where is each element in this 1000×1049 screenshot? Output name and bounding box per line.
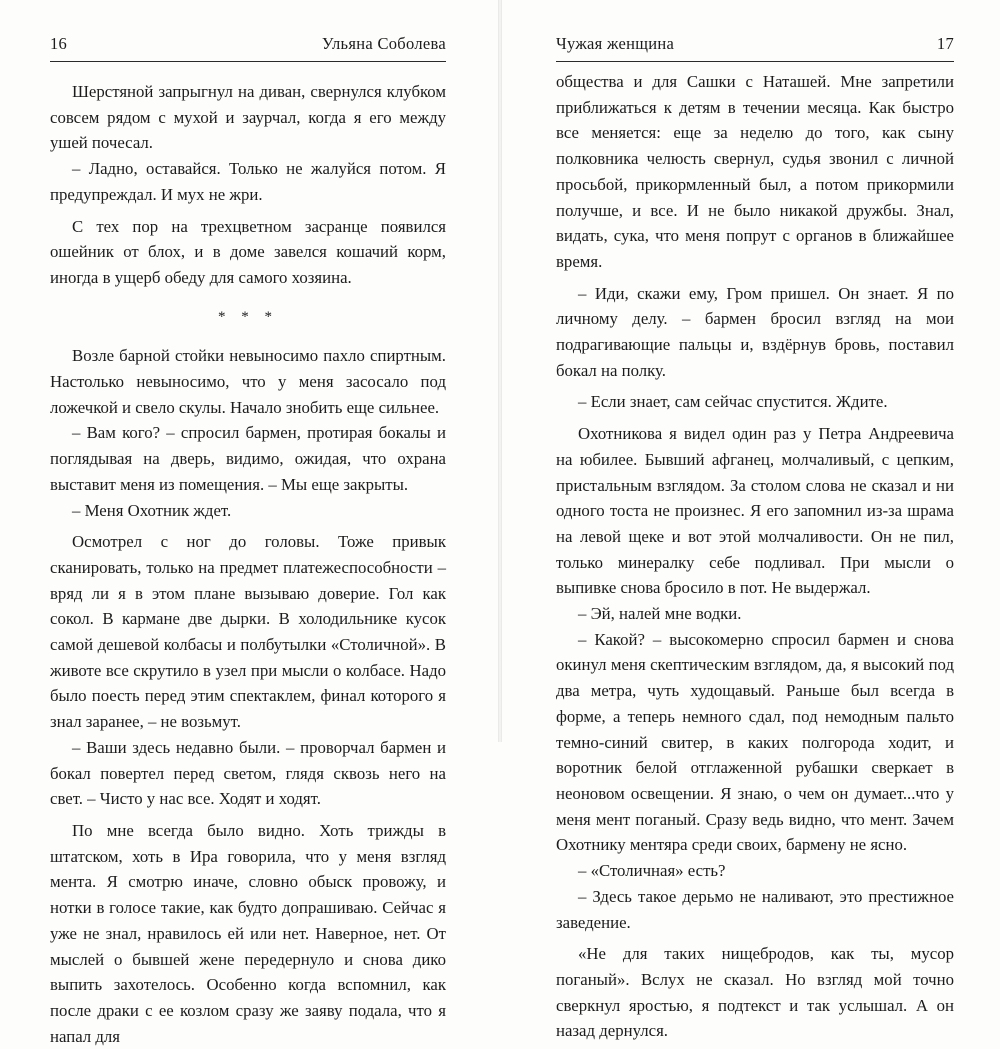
- paragraph: Осмотрел с ног до головы. Тоже привык сканировать, только на предмет платежеспособности – вряд ли я в этом плане вызываю доверие. Гол как сокол. В кармане две дырки. В холодильнике кусок самой дешевой колбасы и полбутылки «Столичной». В животе все скрутило в узел при мысли о колбасе. Надо было поесть перед этим спектаклем, финал которого я знал заранее, – не возьмут.: [50, 532, 446, 732]
- page-number: 16: [50, 34, 68, 53]
- paragraph: общества и для Сашки с Наташей. Мне запретили приближаться к детям в течении месяца. Как быстро все меняется: еще за неделю до того, как сыну полковника челюсть свернул, судья звонил с личной просьбой, прикормленный был, а потом прикормили получше, и все. И не было никакой дружбы. Знал, видать, сука, что меня попрут с органов в ближайшее время.: [556, 72, 954, 271]
- paragraph: Возле барной стойки невыносимо пахло спиртным. Настолько невыносимо, что у меня засосало под ложечкой и свело скулы. Начало знобить еще сильнее.: [50, 346, 446, 417]
- paragraph: Охотникова я видел один раз у Петра Андреевича на юбилее. Бывший афганец, молчаливый, с цепким, пристальным взглядом. За столом слова не сказал и ни одного тоста не произнес. Я его запомнил из-за шрама на левой щеке и вот этой молчаливости. Он не пил, только минералку себе подливал. При мысли о выпивке снова бросило в пот. Не выдержал.: [556, 424, 954, 598]
- left-page: [0, 0, 498, 1046]
- right-page-text: [556, 69, 954, 1044]
- paragraph: – «Столичная» есть?: [578, 861, 726, 881]
- right-page-header: [556, 34, 954, 58]
- paragraph: – Меня Охотник ждет.: [72, 500, 232, 520]
- paragraph: – Ладно, оставайся. Только не жалуйся потом. Я предупреждал. И мух не жри.: [50, 159, 446, 204]
- header-rule: [50, 61, 446, 62]
- paragraph: С тех пор на трехцветном засранце появился ошейник от блох, и в доме завелся кошачий корм, иногда в ущерб обеду для самого хозяина.: [50, 216, 446, 287]
- paragraph: – Ваши здесь недавно были. – проворчал бармен и бокал повертел перед светом, глядя сквозь него на свет. – Чисто у нас все. Ходят и ходят.: [50, 737, 446, 809]
- paragraph: – Какой? – высокомерно спросил бармен и снова окинул меня скептическим взглядом, да, я высокий под два метра, чуть худощавый. Раньше был всегда в форме, а теперь немного сдал, под немодным пальто темно-синий свитер, в каких полгорода ходит, и воротник белой отглаженной рубашки сверкает в неоновом освещении. Я знаю, о чем он думает...что у меня мент поганый. Сразу ведь видно, что мент. Зачем Охотнику ментяра среди своих, бармену не ясно.: [556, 629, 954, 855]
- header-rule: [556, 61, 954, 62]
- paragraph: – Иди, скажи ему, Гром пришел. Он знает. Я по личному делу. – бармен бросил взгляд на мои подрагивающие пальцы и, вздёрнув бровь, поставил бокал на полку.: [556, 283, 954, 380]
- right-page: [502, 0, 1000, 1041]
- paragraph: – Эй, налей мне водки.: [578, 604, 742, 624]
- page-number: 17: [936, 34, 954, 53]
- paragraph: – Вам кого? – спросил бармен, протирая бокалы и поглядывая на дверь, видимо, ожидая, что охрана выставит меня из помещения. – Мы еще закрыты.: [50, 423, 446, 494]
- running-title: Ульяна Соболева: [321, 34, 446, 53]
- paragraph: «Не для таких нищебродов, как ты, мусор поганый». Вслух не сказал. Но взгляд мой точно сверкнул яростью, я подтекст и так услышал. А он назад дернулся.: [556, 944, 954, 1041]
- paragraph: Шерстяной запрыгнул на диван, свернулся клубком совсем рядом с мухой и заурчал, когда я его между ушей почесал.: [50, 82, 446, 153]
- running-title: Чужая женщина: [556, 34, 675, 53]
- left-page-header: [50, 34, 446, 58]
- paragraph: – Если знает, сам сейчас спустится. Ждите.: [578, 392, 888, 412]
- section-separator: * * *: [218, 308, 278, 325]
- paragraph: – Здесь такое дерьмо не наливают, это престижное заведение.: [556, 886, 954, 932]
- left-page-text: [50, 79, 446, 1049]
- paragraph: По мне всегда было видно. Хоть трижды в штатском, хоть в Ира говорила, что у меня взгляд мента. Я смотрю иначе, словно обыск провожу, и нотки в голосе такие, как будто допрашиваю. Сейчас я уже не знал, нравилось ей или нет. Наверное, нет. От мыслей о бывшей жене передернуло и снова дико выпить захотелось. Особенно когда вспомнил, как после драки с ее козлом сразу же заяву подала, что я напал для: [50, 820, 446, 1046]
